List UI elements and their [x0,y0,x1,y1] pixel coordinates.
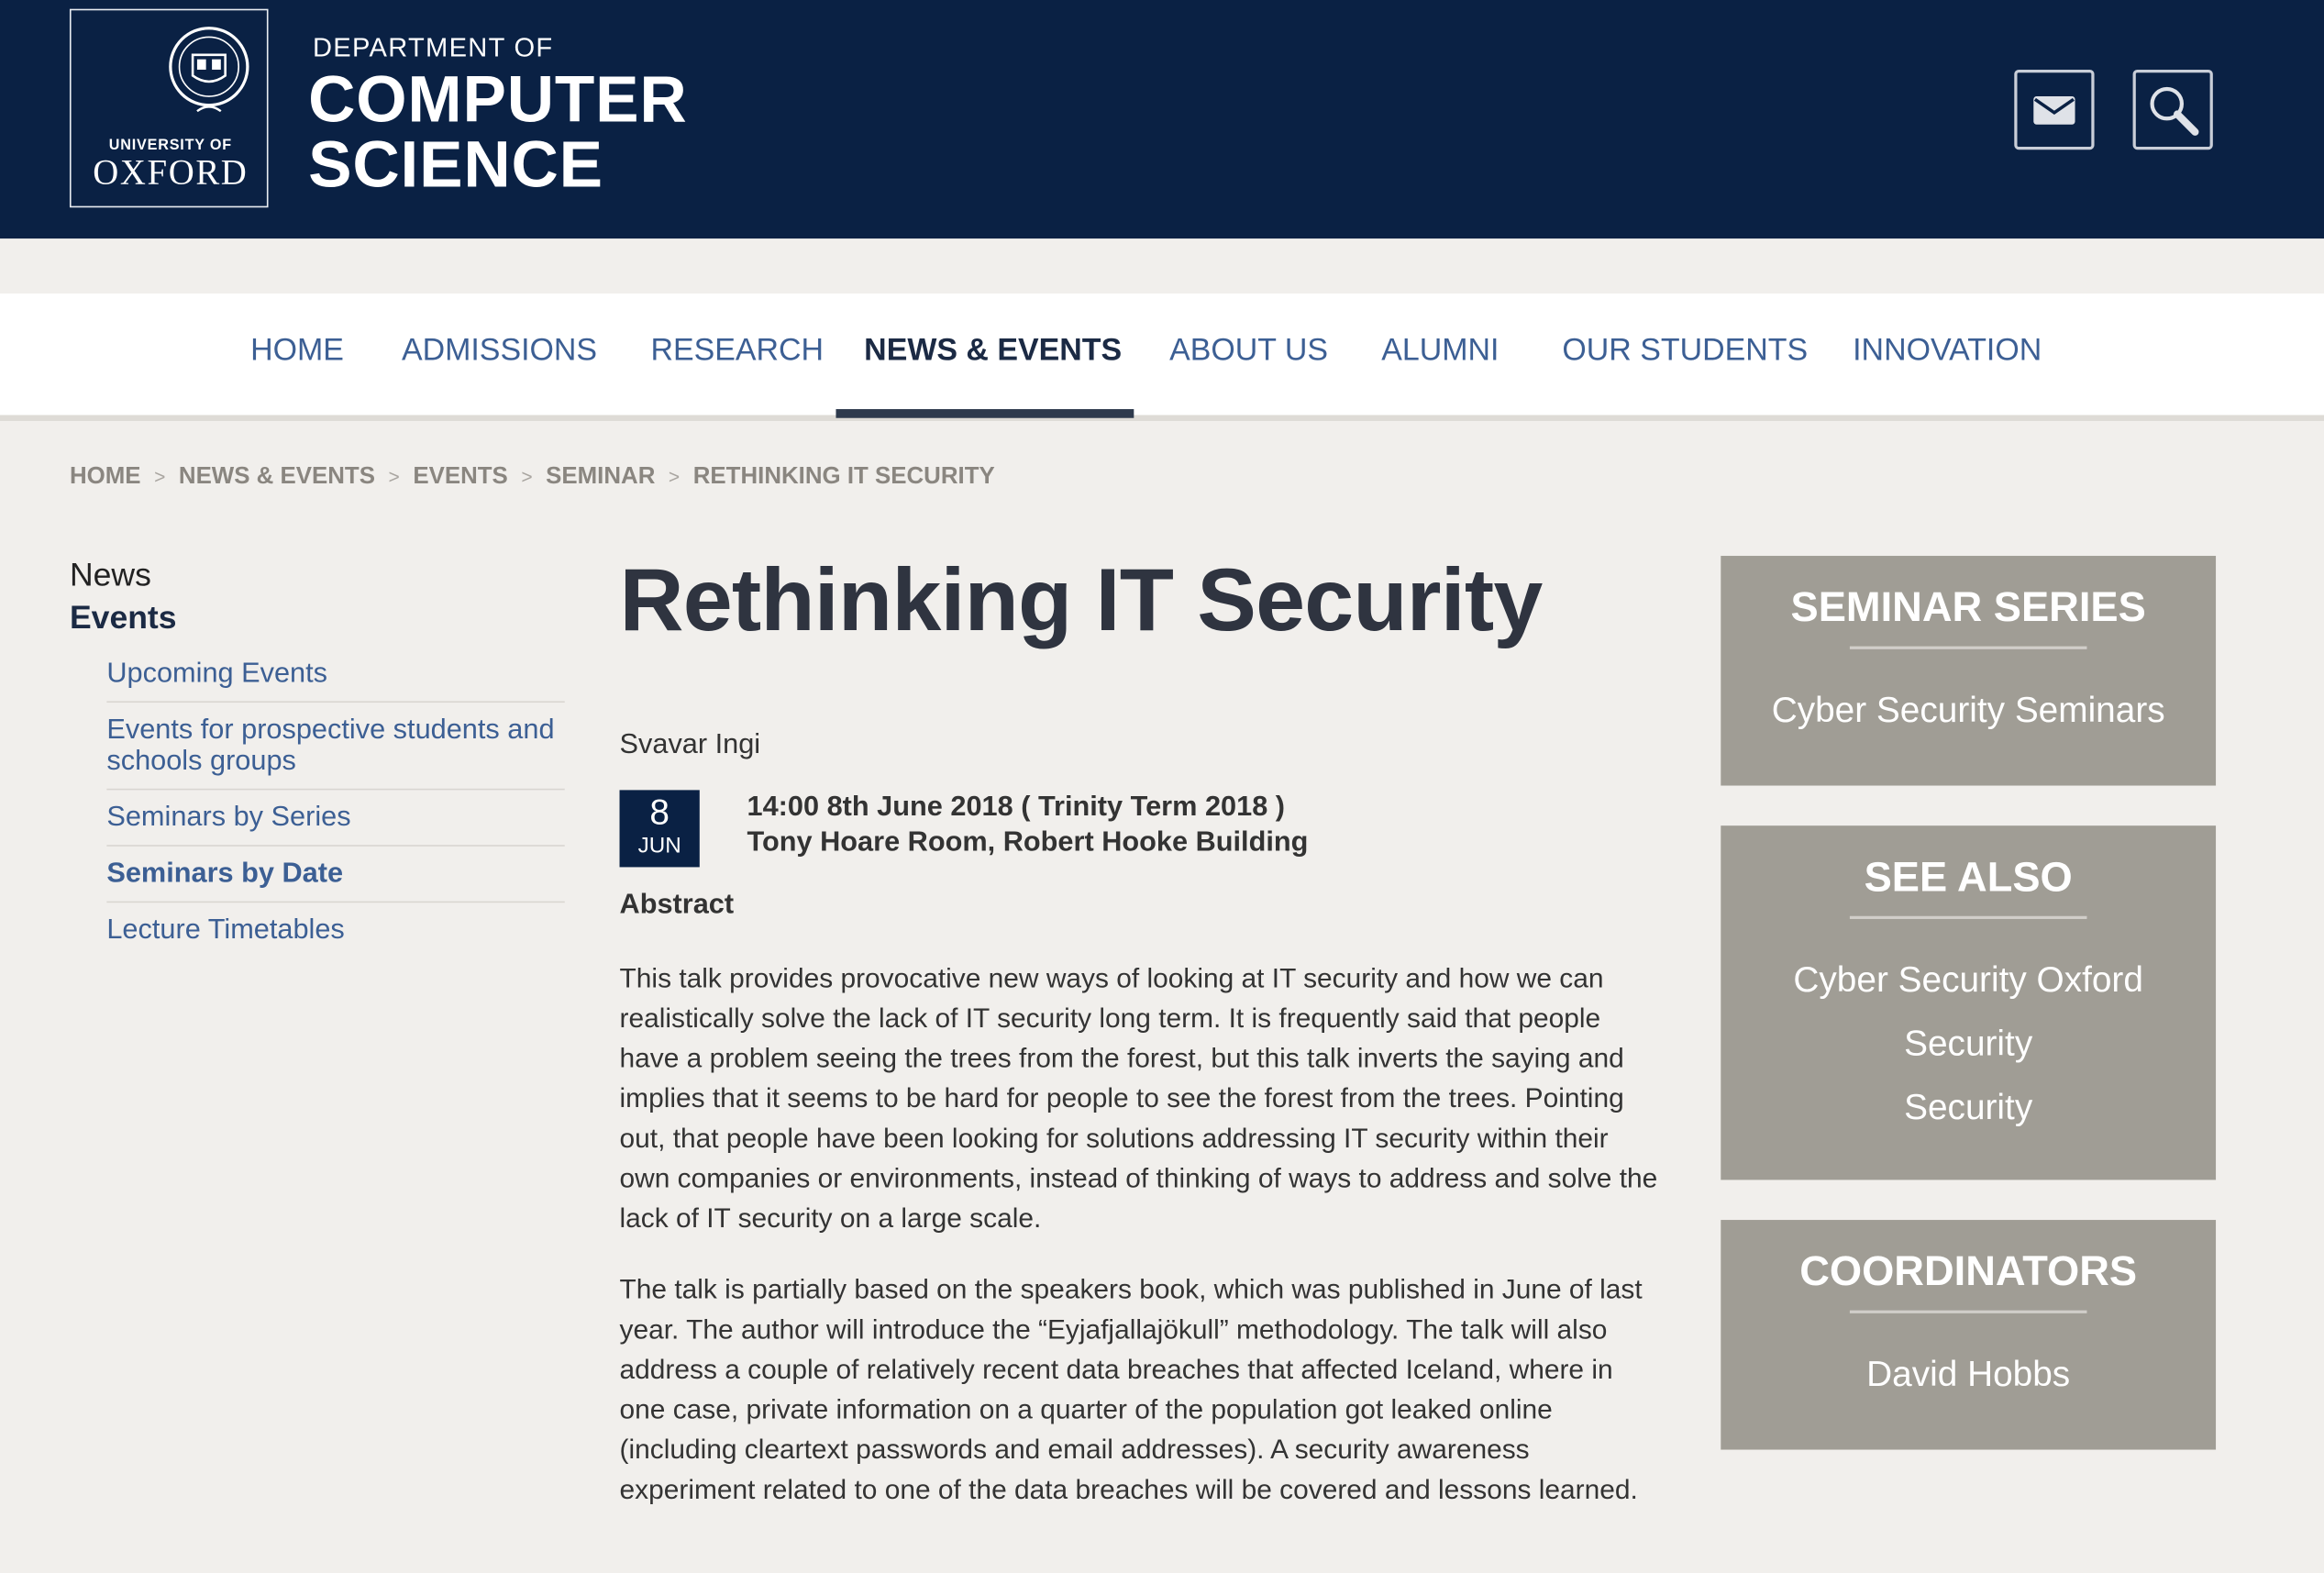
search-button[interactable] [2133,70,2213,150]
speaker-name: Svavar Ingi [619,729,761,761]
breadcrumb-separator: > [668,465,681,488]
sidebar-item-lecture-timetables[interactable]: Lecture Timetables [106,914,345,947]
event-time: 14:00 8th June 2018 ( Trinity Term 2018 ) [747,791,1286,823]
breadcrumb-seminar[interactable]: SEMINAR [546,463,656,490]
date-badge [620,790,700,867]
breadcrumb-current: RETHINKING IT SECURITY [692,463,995,490]
breadcrumb-separator: > [154,465,166,488]
sidebar-item-seminars-by-series[interactable]: Seminars by Series [106,790,564,846]
oxford-text: OXFORD [93,154,249,194]
nav-about-us[interactable]: ABOUT US [1169,333,1328,368]
nav-research[interactable]: RESEARCH [650,333,824,368]
breadcrumb [70,464,995,491]
breadcrumb-home[interactable]: HOME [69,463,141,490]
science-text: SCIENCE [308,128,603,202]
sidebar-events-link[interactable]: Events [69,598,177,637]
see-also-panel [1721,825,2216,1180]
sidebar-item-prospective-students[interactable]: Events for prospective students and schools groups [106,703,564,790]
department-of-text: DEPARTMENT OF [312,32,554,62]
sidebar-item-seminars-by-date[interactable]: Seminars by Date [106,847,564,903]
contact-button[interactable] [2014,70,2094,150]
page-title: Rethinking IT Security [619,549,1543,649]
coordinator-link-david-hobbs[interactable]: David Hobbs [1866,1355,2071,1395]
sidebar-subnav [106,647,564,958]
abstract-paragraph-2: The talk is partially based on the speakers book, which was published in June of last year. The author will introduce the “Eyjafjallajökull” methodology. The talk will also address a couple of relatively recent data breaches that affected Iceland, where in one case, private information on a quarter of the population got leaked online (including cleartext passwords and email addresses). A security awareness experiment related to one of the data breaches will be covered and lessons learned. [619,1273,1643,1505]
abstract-heading: Abstract [619,889,735,921]
date-month: JUN [637,833,681,859]
university-of-text: UNIVERSITY OF [108,138,232,155]
panel-heading: COORDINATORS [1799,1247,2138,1294]
sidebar-item-upcoming-events[interactable]: Upcoming Events [106,647,564,703]
see-also-link-security[interactable]: Security [1904,1024,2033,1065]
panel-divider [1850,1311,2087,1313]
nav-home[interactable]: HOME [250,333,344,368]
panel-heading: SEE ALSO [1864,853,2073,900]
nav-alumni[interactable]: ALUMNI [1381,333,1500,368]
breadcrumb-separator: > [388,465,400,488]
event-location: Tony Hoare Room, Robert Hooke Building [747,826,1309,859]
coordinators-panel [1721,1220,2216,1449]
oxford-logo[interactable] [70,9,269,208]
active-nav-indicator [836,409,1134,418]
breadcrumb-events[interactable]: EVENTS [413,463,508,490]
nav-our-students[interactable]: OUR STUDENTS [1562,333,1809,368]
panel-divider [1850,647,2087,649]
nav-news-events[interactable]: NEWS & EVENTS [864,333,1123,368]
sidebar-news-link[interactable]: News [69,556,151,593]
seminar-series-panel [1721,556,2216,785]
series-link-cyber-security-seminars[interactable]: Cyber Security Seminars [1771,691,2165,731]
header-spacer [0,238,2324,294]
nav-innovation[interactable]: INNOVATION [1853,333,2042,368]
panel-divider [1850,916,2087,919]
panel-heading: SEMINAR SERIES [1790,583,2146,630]
breadcrumb-news-events[interactable]: NEWS & EVENTS [178,463,375,490]
envelope-icon [2032,92,2076,127]
main-nav [0,294,2324,421]
magnifier-icon [2146,83,2199,137]
abstract-paragraph-1: This talk provides provocative new ways of looking at IT security and how we can realistically solve the lack of IT security long term. It is frequently said that people have a problem seeing the trees from the forest, but this talk inverts the saying and implies that it seems to be hard for people to see the forest from the trees. Pointing out, that people have been looking for solutions addressing IT security within their own companies or environments, instead of thinking of ways to address and solve the lack of IT security on a large scale. [619,961,1658,1234]
nav-admissions[interactable]: ADMISSIONS [401,333,598,368]
oxford-crest-icon [164,22,253,123]
see-also-link-cyber-security-oxford[interactable]: Cyber Security Oxford [1793,960,2143,1001]
see-also-link-security-2[interactable]: Security [1904,1088,2033,1128]
site-header [0,0,2324,238]
computer-text: COMPUTER [308,63,688,137]
breadcrumb-separator: > [521,465,533,488]
date-day: 8 [649,792,670,834]
